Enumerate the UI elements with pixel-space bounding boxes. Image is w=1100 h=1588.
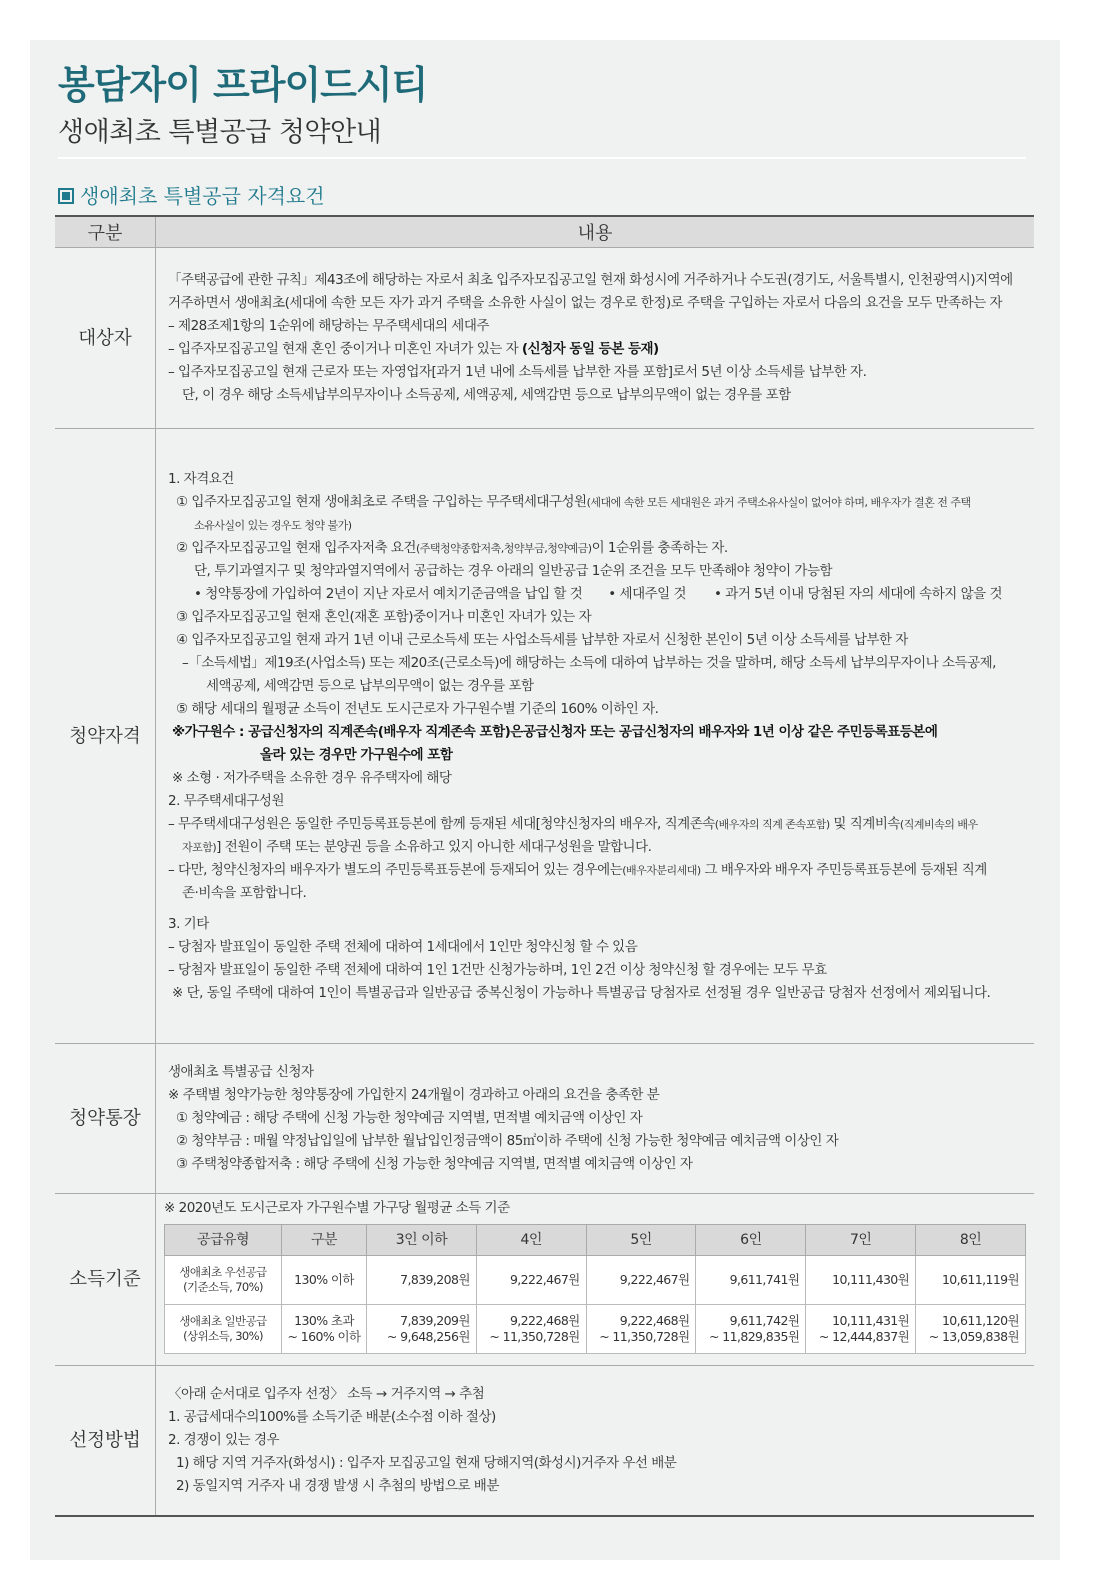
text-line [168,836,1024,859]
small-note: (주택청약종합저축,청약부금,청약예금) [415,541,592,555]
text-line: – 당첨자 발표일이 동일한 주택 전체에 대하여 1세대에서 1인만 청약신청 할 수 있음 [168,938,638,955]
text-span: • 과거 5년 이내 당첨된 자의 세대에 속하지 않을 것 [714,585,1002,602]
text-span: ] 전원이 주택 또는 분양권 등을 소유하고 있지 아니한 세대구성원을 말합니다. [216,838,652,855]
text-line: 소유사실이 있는 경우도 청약 불가) [194,518,352,532]
cell-line: 7,839,209원 [400,1313,470,1328]
income-cell [367,1256,477,1305]
row-income [55,1194,1034,1366]
income-cell [696,1256,806,1305]
income-cell [696,1305,806,1354]
row-content-selection [156,1366,1035,1516]
income-cell [806,1256,916,1305]
row-label-account: 청약통장 [55,1044,156,1194]
text-line: 거주하면서 생애최초(세대에 속한 모든 자가 과거 주택을 소유한 사실이 없는 경우로 한정)로 주택을 구입하는 자로서 다음의 요건을 모두 만족하는 자 [168,295,1003,311]
cell-line: 9,222,467원 [509,1272,580,1287]
text-span: – 입주자모집공고일 현재 혼인 중이거나 미혼인 자녀가 있는 자 [168,341,522,357]
income-row-general [165,1305,1026,1354]
row-label-selection: 선정방법 [55,1366,156,1516]
text-span: – 무주택세대구성원은 동일한 주민등록표등본에 함께 등재된 세대[청약신청자의 배우자, 직계존속 [168,815,715,832]
income-cell [916,1305,1026,1354]
brand-title: 봉담자이 프라이드시티 [58,63,428,107]
row-selection [55,1366,1034,1516]
text-span: 그 배우자와 배우자 주민등록표등본에 등재된 직계 [700,861,987,878]
income-cell [476,1256,586,1305]
text-line: ※ 주택별 청약가능한 청약통장에 가입한지 24개월이 경과하고 아래의 요건을 충족한 분 [168,1087,660,1103]
section-title: 생애최초 특별공급 자격요건 [80,184,325,208]
row-content-target [156,248,1035,429]
row-label-target: 대상자 [55,248,156,429]
text-line: 1. 자격요건 [168,470,234,487]
cell-line: ~ 11,350,728원 [599,1329,690,1344]
cell-line: 130% 이하 [294,1272,354,1287]
text-line: – 입주자모집공고일 현재 근로자 또는 자영업자[과거 1년 내에 소득세를 납부한 자를 포함]로서 5년 이상 소득세를 납부한 자. [168,364,867,380]
text-line: – 제28조제1항의 1순위에 해당하는 무주택세대의 세대주 [168,318,489,334]
row-content-income [156,1194,1035,1366]
income-col-header: 7인 [806,1225,916,1256]
text-line: 존·비속을 포함합니다. [182,884,307,901]
text-line: 2. 무주택세대구성원 [168,792,284,809]
small-note: (세대에 속한 모든 세대원은 과거 주택소유사실이 없어야 하며, 배우자가 결혼 전 주택 [586,495,971,509]
cell-line: 9,222,468원 [509,1313,580,1328]
col-header-category: 구분 [55,216,156,248]
income-col-header: 공급유형 [165,1225,282,1256]
text-line: ※ 소형 · 저가주택을 소유한 경우 유주택자에 해당 [172,769,452,786]
cell-line: (상위소득, 30%) [183,1329,263,1343]
small-note: (배우자분리세대) [622,863,701,877]
income-col-header: 8인 [916,1225,1026,1256]
text-span: ① 입주자모집공고일 현재 생애최초로 주택을 구입하는 무주택세대구성원 [176,493,587,510]
text-line [168,491,1024,514]
row-content-account [156,1044,1035,1194]
income-cell [586,1305,696,1354]
income-note: ※ 2020년도 도시근로자 가구원수별 가구당 월평균 소득 기준 [164,1200,510,1216]
text-span: • 세대주일 것 [608,585,687,602]
bold-line: ※가구원수 : 공급신청자의 직계존속(배우자 직계존속 포함)은공급신청자 또는 공급신청자의 배우자와 1년 이상 같은 주민등록표등본에 [172,723,938,740]
bold-line: 올라 있는 경우만 가구원수에 포함 [260,746,453,763]
row-label-income: 소득기준 [55,1194,156,1366]
text-span: – 다만, 청약신청자의 배우자가 별도의 주민등록표등본에 등재되어 있는 경우에는 [168,861,623,878]
income-row-priority [165,1256,1026,1305]
range-cell [282,1305,367,1354]
row-target [55,248,1034,429]
cell-line: 9,611,742원 [729,1313,800,1328]
cell-line: ~ 160% 이하 [287,1329,361,1344]
cell-line: 9,222,467원 [619,1272,690,1287]
income-cell [367,1305,477,1354]
cell-line: 7,839,208원 [400,1272,470,1287]
text-line: 1. 공급세대수의100%를 소득기준 배분(소수점 이하 절상) [168,1408,496,1425]
income-col-header: 4인 [476,1225,586,1256]
cell-line: 10,611,119원 [941,1272,1019,1287]
income-table [164,1224,1026,1354]
cell-line: 10,611,120원 [941,1313,1019,1328]
cell-line: ~ 11,829,835원 [709,1329,800,1344]
section-heading [58,180,325,209]
income-cell [586,1256,696,1305]
text-line [168,859,1024,882]
text-line: 2) 동일지역 거주자 내 경쟁 발생 시 추첨의 방법으로 배분 [176,1477,499,1494]
income-col-header: 6인 [696,1225,806,1256]
text-line: 단, 이 경우 해당 소득세납부의무자이나 소득공제, 세액공제, 세액감면 등으로 납부의무액이 없는 경우를 포함 [182,387,791,403]
text-line: 〈아래 순서대로 입주자 선정〉 소득 → 거주지역 → 추첨 [168,1385,485,1402]
text-line [168,537,1024,560]
range-cell [282,1256,367,1305]
row-label-qualification: 청약자격 [55,429,156,1044]
text-line: ⑤ 해당 세대의 월평균 소득이 전년도 도시근로자 가구원수별 기준의 160% 이하인 자. [176,700,659,717]
supply-type-cell [165,1256,282,1305]
text-line: ① 청약예금 : 해당 주택에 신청 가능한 청약예금 지역별, 면적별 예치금액 이상인 자 [176,1110,643,1126]
cell-line: 9,611,741원 [729,1272,800,1287]
row-content-qualification [156,429,1035,1044]
cell-line: (기준소득, 70%) [183,1280,263,1294]
cell-line: 130% 초과 [294,1313,354,1328]
text-line [168,813,1024,836]
cell-line: 생애최초 우선공급 [179,1265,267,1279]
text-span: 및 직계비속 [829,815,900,832]
income-col-header: 5인 [586,1225,696,1256]
cell-line: 10,111,430원 [832,1272,910,1287]
text-line: 1) 해당 지역 거주자(화성시) : 입주자 모집공고일 현재 당해지역(화성시)거주자 우선 배분 [176,1454,677,1471]
income-cell [916,1256,1026,1305]
cell-line: ~ 11,350,728원 [489,1329,580,1344]
cell-line: 10,111,431원 [832,1313,910,1328]
text-line: – 당첨자 발표일이 동일한 주택 전체에 대하여 1인 1건만 신청가능하며, 1인 2건 이상 청약신청 할 경우에는 모두 무효 [168,961,827,978]
divider [58,157,1026,159]
document-sheet [30,40,1060,1560]
text-line: ※ 단, 동일 주택에 대하여 1인이 특별공급과 일반공급 중복신청이 가능하나 특별공급 당첨자로 선정될 경우 일반공급 당첨자 선정에서 제외됩니다. [172,984,991,1001]
text-line: 세액공제, 세액감면 등으로 납부의무액이 없는 경우를 포함 [206,677,534,694]
text-line: 단, 투기과열지구 및 청약과열지역에서 공급하는 경우 아래의 일반공급 1순위 조건을 모두 만족해야 청약이 가능함 [194,562,833,579]
cell-line: 생애최초 일반공급 [179,1314,267,1328]
cell-line: 9,222,468원 [619,1313,690,1328]
row-qualification [55,429,1034,1044]
col-header-content: 내용 [156,216,1035,248]
square-bullet-icon [58,188,74,204]
cell-line: ~ 13,059,838원 [928,1329,1019,1344]
text-line: 3. 기타 [168,915,209,932]
income-cell [476,1305,586,1354]
eligibility-table [55,215,1034,1517]
cell-line: ~ 12,444,837원 [818,1329,910,1344]
income-col-header: 3인 이하 [367,1225,477,1256]
small-note: 자포함) [182,840,217,854]
text-line: 생애최초 특별공급 신청자 [168,1064,314,1080]
small-note: (배우자의 직계 존속포함) [714,817,830,831]
bold-note: (신청자 동일 등본 등재) [521,341,659,357]
text-line: ④ 입주자모집공고일 현재 과거 1년 이내 근로소득세 또는 사업소득세를 납부한 자로서 신청한 본인이 5년 이상 소득세를 납부한 자 [176,631,908,648]
text-line: 「주택공급에 관한 규칙」제43조에 해당하는 자로서 최초 입주자모집공고일 현재 화성시에 거주하거나 수도권(경기도, 서울특별시, 인천광역시)지역에 [168,272,1013,288]
page-subtitle: 생애최초 특별공급 청약안내 [58,117,382,148]
text-line [168,338,1024,361]
income-col-header: 구분 [282,1225,367,1256]
text-line: ③ 주택청약종합저축 : 해당 주택에 신청 가능한 청약예금 지역별, 면적별 예치금액 이상인 자 [176,1156,693,1172]
text-span: 이 1순위를 충족하는 자. [591,539,728,556]
text-line: 2. 경쟁이 있는 경우 [168,1431,280,1448]
text-line: ② 청약부금 : 매월 약정납입일에 납부한 월납입인정금액이 85㎡이하 주택에 신청 가능한 청약예금 예치금액 이상인 자 [176,1133,839,1149]
row-account [55,1044,1034,1194]
cell-line: ~ 9,648,256원 [386,1329,470,1344]
text-span: ② 입주자모집공고일 현재 입주자저축 요건 [176,539,416,556]
income-cell [806,1305,916,1354]
text-line: –「소득세법」제19조(사업소득) 또는 제20조(근로소득)에 해당하는 소득에 대하여 납부하는 것을 말하며, 해당 소득세 납부의무자이나 소득공제, [182,654,996,671]
text-line: ③ 입주자모집공고일 현재 혼인(재혼 포함)중이거나 미혼인 자녀가 있는 자 [176,608,592,625]
text-line [168,583,1024,606]
supply-type-cell [165,1305,282,1354]
text-span: • 청약통장에 가입하여 2년이 지난 자로서 예치기준금액을 납입 할 것 [194,585,583,602]
small-note: (직계비속의 배우 [899,817,978,831]
